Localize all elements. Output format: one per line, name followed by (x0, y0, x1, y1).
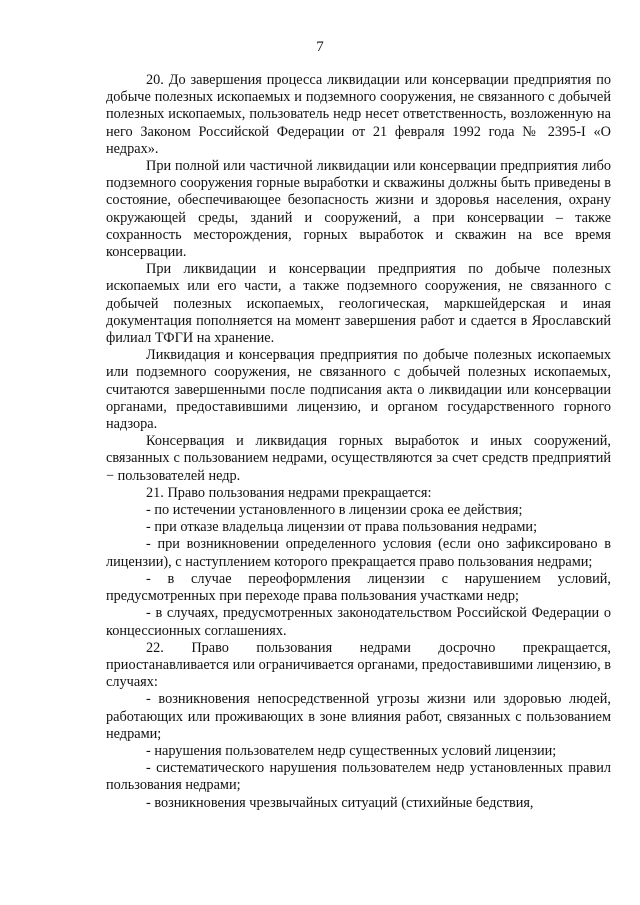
list-item: - систематического нарушения пользователем недр установленных правил пользования недрами; (106, 760, 611, 794)
list-item: - по истечении установленного в лицензии срока ее действия; (146, 502, 523, 519)
list-item: - возникновения чрезвычайных ситуаций (стихийные бедствия, (146, 794, 534, 811)
paragraph-documentation: При ликвидации и консервации предприятия по добыче полезных ископаемых или его части, а также подземного сооружения, не связанного с добычей полезных ископаемых, геологическая, маркшейдерская и иная документация пополняется на момент завершения работ и сдается в Ярославский филиал ТФГИ на хранение. (106, 261, 611, 347)
paragraph-liquidation-state: При полной или частичной ликвидации или консервации предприятия либо подземного сооружения горные выработки и скважины должны быть приведены в состояние, обеспечивающее безопасность жизни и здоровья населения, охрану окружающей среды, зданий и сооружений, а при консервации – также сохранность месторождения, горных выработок и скважин на все время консервации. (106, 158, 611, 261)
list-item: - при отказе владельца лицензии от права пользования недрами; (146, 519, 538, 536)
paragraph-20-intro: 20. До завершения процесса ликвидации или консервации предприятия по добыче полезных ископаемых и подземного сооружения, не связанного с добычей полезных ископаемых, пользователь недр несет ответственность, возложенную на него Законом Российской Федерации от 21 февраля 1992 года № 2395-I «О недрах». (106, 72, 611, 157)
list-item: - при возникновении определенного условия (если оно зафиксировано в лицензии), с наступлением которого прекращается право пользования недрами; (106, 536, 611, 570)
list-item: - нарушения пользователем недр существенных условий лицензии; (146, 742, 557, 759)
page-number: 7 (316, 39, 324, 55)
list-item: - возникновения непосредственной угрозы жизни или здоровью людей, работающих или проживающих в зоне влияния работ, связанных с пользованием недрами; (106, 691, 611, 742)
list-item: - в случае переоформления лицензии с нарушением условий, предусмотренных при переходе права пользования участками недр; (106, 570, 611, 605)
document-body (106, 72, 611, 812)
list-item: - в случаях, предусмотренных законодательством Российской Федерации о концессионных соглашениях. (106, 605, 611, 639)
paragraph-completion-act: Ликвидация и консервация предприятия по добыче полезных ископаемых или подземного сооружения, не связанного с добычей полезных ископаемых, считаются завершенными после подписания акта о ликвидации или консервации органами, предоставившими лицензию, и органом государственного горного надзора. (106, 347, 611, 433)
paragraph-21-heading: 21. Право пользования недрами прекращается: (146, 484, 432, 501)
paragraph-22-heading: 22. Право пользования недрами досрочно прекращается, приостанавливается или ограничивается органами, предоставившими лицензию, в случаях: (106, 639, 612, 691)
paragraph-costs: Консервация и ликвидация горных выработок и иных сооружений, связанных с пользованием недрами, осуществляются за счет средств предприятий − пользователей недр. (106, 433, 611, 484)
